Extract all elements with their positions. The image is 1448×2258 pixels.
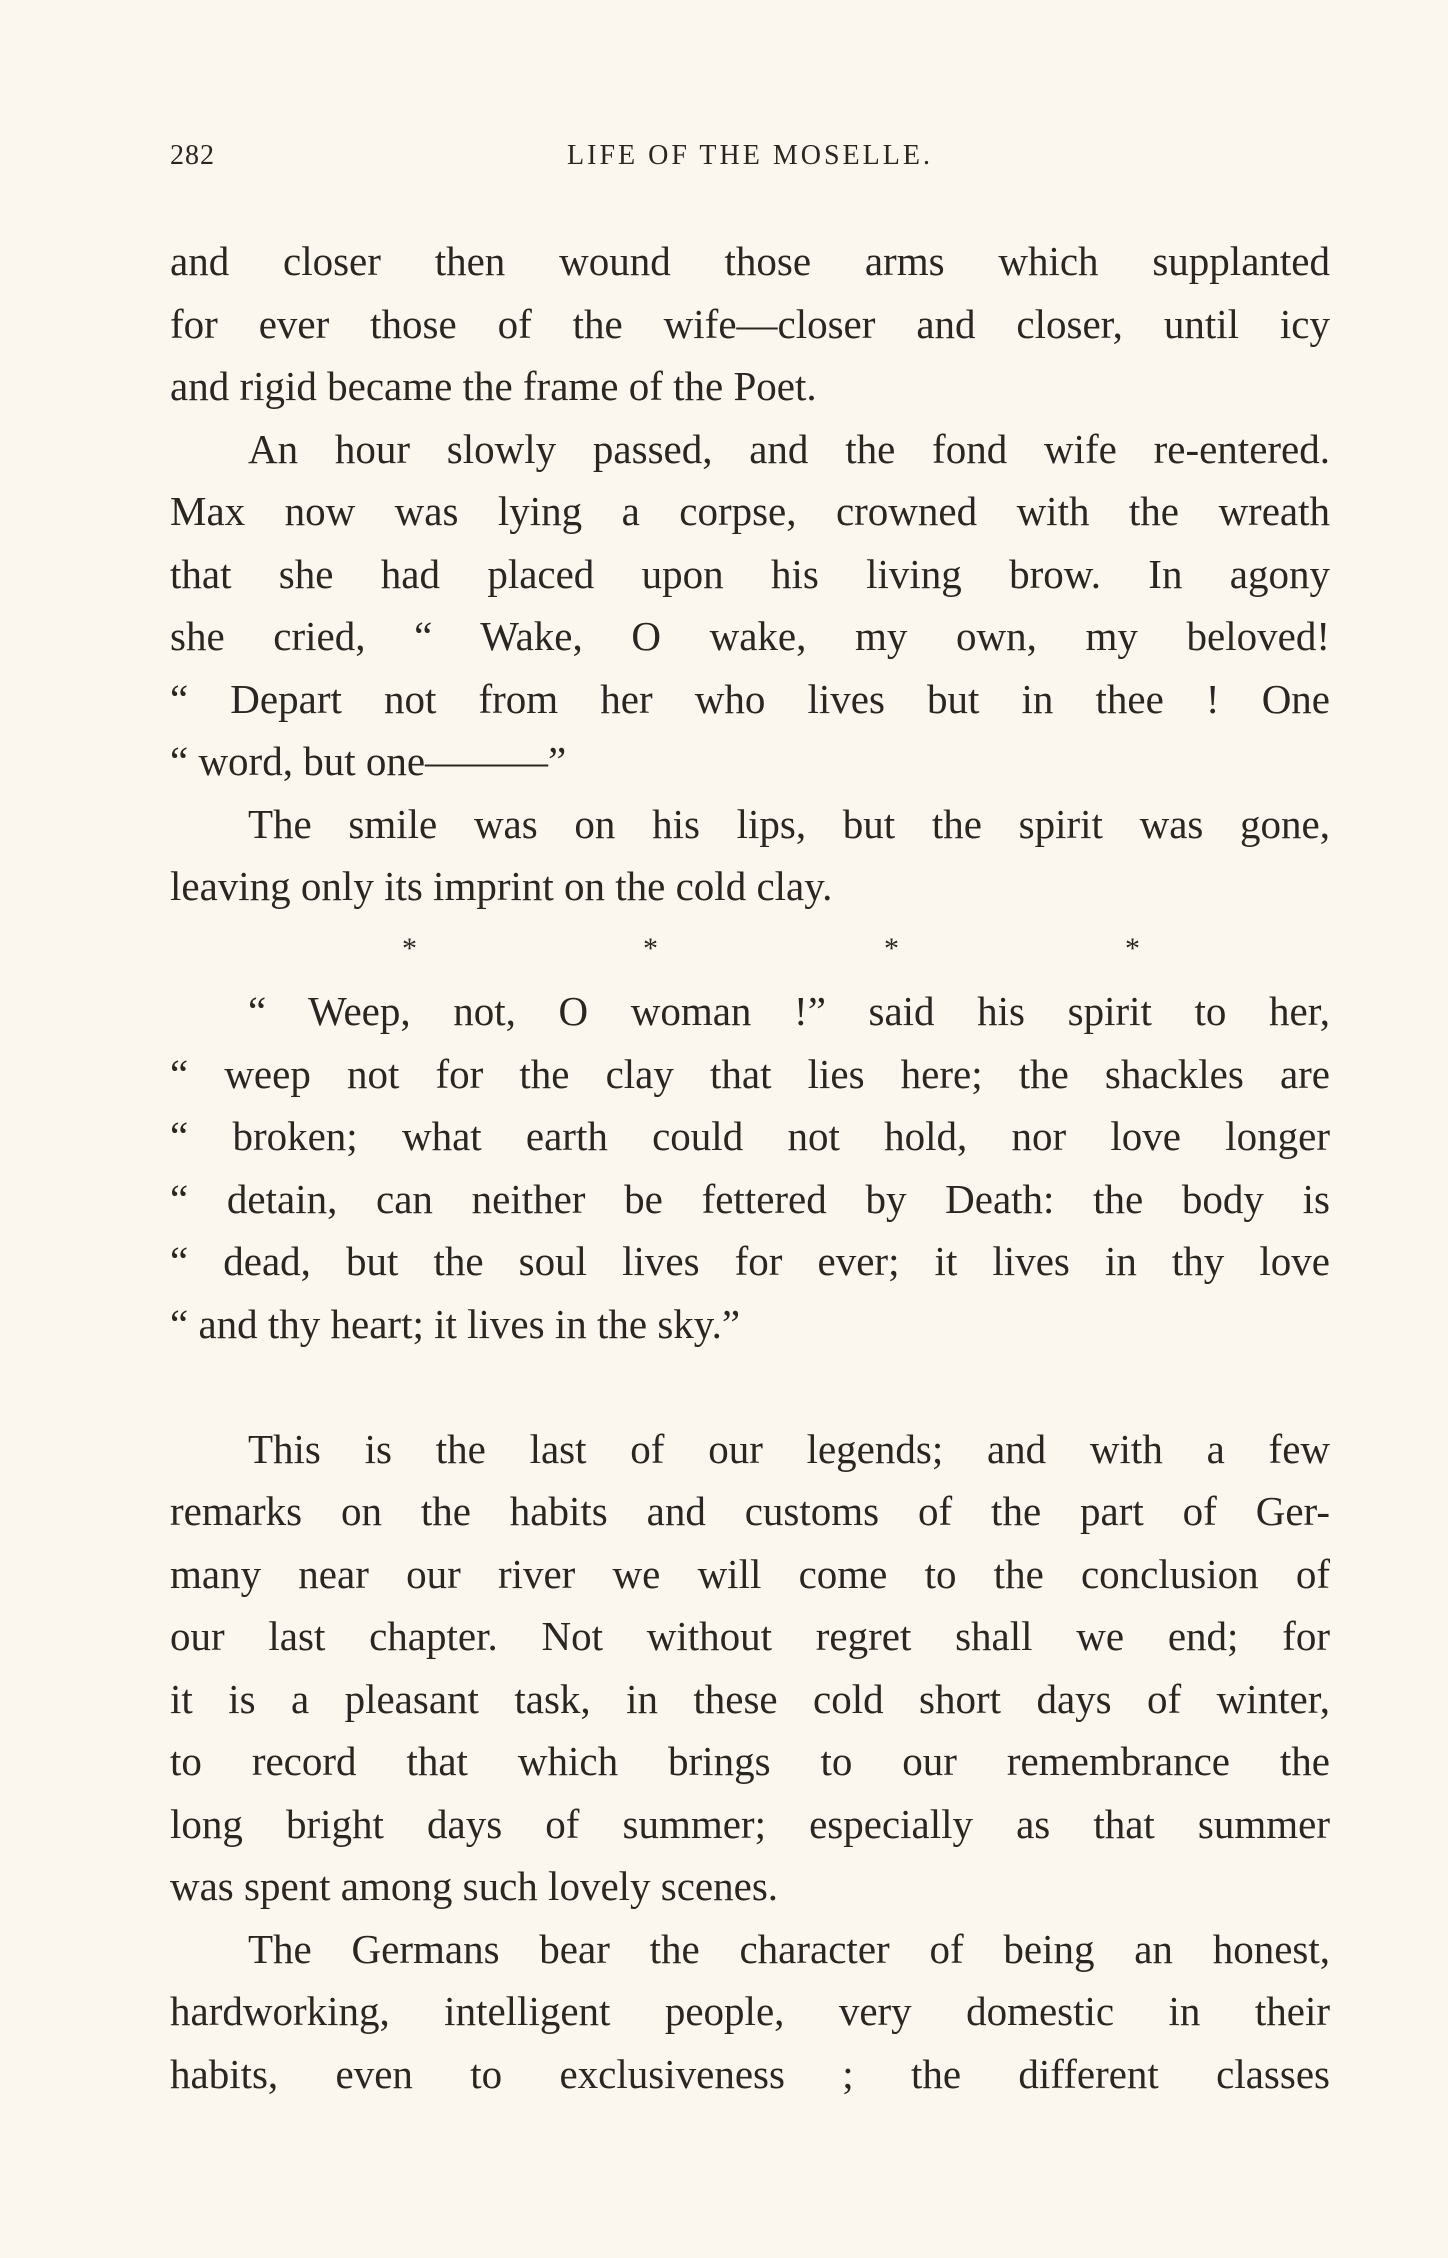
asterisk-ornament: * (643, 931, 658, 965)
text-line: Max now was lying a corpse, crowned with the wreath (170, 488, 1330, 534)
text-line: “ broken; what earth could not hold, nor love longer (170, 1113, 1330, 1159)
asterisk-ornament: * (1125, 931, 1140, 965)
text-line: “ and thy heart; it lives in the sky.” (170, 1300, 741, 1347)
text-line: “ weep not for the clay that lies here; the shackles are (170, 1050, 1330, 1097)
text-line: habits, even to exclusiveness ; the different classes (170, 2050, 1330, 2097)
page-number: 282 (170, 140, 215, 171)
text-line: “ word, but one———” (170, 738, 567, 784)
text-line: that she had placed upon his living brow. In agony (170, 550, 1330, 597)
text-line: long bright days of summer; especially as that summer (170, 1800, 1330, 1847)
text-line: “ dead, but the soul lives for ever; it lives in thy love (170, 1238, 1330, 1284)
text-line: many near our river we will come to the conclusion of (170, 1550, 1330, 1597)
text-line: “ Depart not from her who lives but in thee ! One (170, 675, 1330, 722)
text-line: This is the last of our legends; and with a few (248, 1425, 1330, 1472)
running-header (170, 140, 1330, 180)
asterisk-ornament: * (402, 931, 417, 965)
paragraph-gap (170, 1355, 1330, 1418)
text-line: The smile was on his lips, but the spirit was gone, (248, 800, 1330, 847)
text-line: An hour slowly passed, and the fond wife re-entered. (248, 425, 1330, 472)
text-line: it is a pleasant task, in these cold short days of winter, (170, 1675, 1330, 1722)
running-title: LIFE OF THE MOSELLE. (567, 140, 933, 171)
text-line: remarks on the habits and customs of the part of Ger- (170, 1488, 1330, 1534)
text-line: “ Weep, not, O woman !” said his spirit to her, (248, 988, 1330, 1034)
text-line: leaving only its imprint on the cold clay. (170, 863, 833, 909)
body-text (170, 230, 1330, 2105)
text-line: to record that which brings to our remembrance the (170, 1738, 1330, 1784)
text-line: she cried, “ Wake, O wake, my own, my beloved! (170, 613, 1330, 659)
text-line: The Germans bear the character of being an honest, (248, 1925, 1330, 1972)
text-line: for ever those of the wife—closer and closer, until icy (170, 300, 1330, 347)
asterisk-ornament: * (884, 931, 899, 965)
text-line: “ detain, can neither be fettered by Death: the body is (170, 1175, 1330, 1222)
text-line: was spent among such lovely scenes. (170, 1863, 779, 1909)
text-line: and rigid became the frame of the Poet. (170, 363, 817, 409)
text-line: and closer then wound those arms which supplanted (170, 238, 1330, 284)
text-line: hardworking, intelligent people, very domestic in their (170, 1988, 1330, 2034)
text-line: our last chapter. Not without regret shall we end; for (170, 1613, 1330, 1659)
section-break-asterisks (170, 918, 1330, 981)
